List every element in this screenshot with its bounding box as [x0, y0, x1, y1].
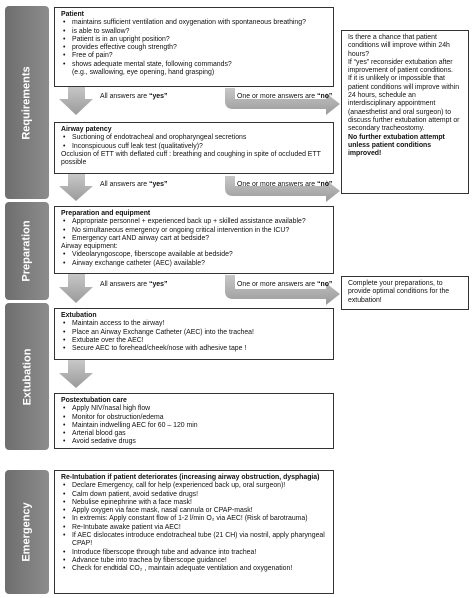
- extubation-item: • Place an Airway Exchange Catheter (AEC) into the trachea!: [61, 329, 328, 337]
- emergency-item: • Check for endtidal CO₂ , maintain adequate ventilation and oxygenation!: [61, 565, 328, 573]
- extubation-box: [54, 308, 334, 360]
- prep-item: • Videolaryngoscope, fiberscope available at bedside?: [61, 251, 328, 259]
- emergency-item: • Introduce fiberscope through tube and advance into trachea!: [61, 549, 328, 557]
- post-title: Postextubation care: [61, 397, 127, 404]
- emergency-item: • Declare Emergency, call for help (experienced back up, oral surgeon)!: [61, 482, 328, 490]
- patient-item: • Patient is in an upright position?: [61, 36, 328, 44]
- post-item: • Maintain indwelling AEC for 60 – 120 min: [61, 422, 328, 430]
- post-item: • Arterial blood gas: [61, 430, 328, 438]
- all-yes-prefix: All answers are: [100, 281, 150, 288]
- reconsider-line: If it is unlikely or impossible that patient conditions will improve within 24 hours, schedule an interdisciplinary appointment (anaesthetist and oral surgeon) to discuss further extubation attempt or secondary tracheostomy.: [348, 75, 460, 133]
- emergency-title: Re-Intubation if patient deteriorates (increasing airway obstruction, dysphagia): [61, 474, 320, 481]
- airway-note: Occlusion of ETT with deflated cuff : breathing and coughing in spite of occluded ETT possible: [61, 150, 321, 167]
- prep-title: Preparation and equipment: [61, 210, 151, 217]
- down-arrow-4: [59, 360, 93, 388]
- prep-item: • Appropriate personnel + experienced back up + skilled assistance available?: [61, 218, 328, 226]
- reconsider-warning: No further extubation attempt unless patient conditions improved!: [348, 133, 445, 158]
- some-no-prefix: One or more answers are: [237, 181, 318, 188]
- postextubation-box: [54, 393, 334, 449]
- all-yes-value: “yes”: [149, 281, 168, 288]
- sidebar-preparation-label: Preparation: [21, 220, 34, 282]
- some-no-value: “no”: [317, 93, 333, 100]
- all-yes-label-1: [100, 93, 167, 100]
- sidebar-extubation-label: Extubation: [21, 348, 33, 405]
- all-yes-prefix: All answers are: [100, 93, 150, 100]
- all-yes-label-2: [100, 181, 167, 188]
- reconsider-box: [341, 30, 469, 194]
- emergency-item: • Apply oxygen via face mask, nasal cannula or CPAP-mask!: [61, 507, 328, 515]
- some-no-label-2: [237, 181, 332, 188]
- all-yes-label-3: [100, 281, 167, 288]
- patient-box: [54, 7, 334, 87]
- post-item: • Monitor for obstruction/edema: [61, 414, 328, 422]
- emergency-box: [54, 470, 334, 594]
- down-arrow-3: [59, 273, 93, 303]
- emergency-item: • Re-Intubate awake patient via AEC!: [61, 524, 328, 532]
- extubation-item: • Extubate over the AEC!: [61, 337, 328, 345]
- emergency-item: • Calm down patient, avoid sedative drugs!: [61, 491, 328, 499]
- emergency-item: • Advance tube into trachea by fiberscope guidance!: [61, 557, 328, 565]
- prep-item: • Emergency cart AND airway cart at bedside?: [61, 235, 328, 243]
- some-no-label-3: [237, 281, 332, 288]
- some-no-prefix: One or more answers are: [237, 281, 318, 288]
- all-yes-value: “yes”: [149, 181, 168, 188]
- airway-item: • Inconspicuous cuff leak test (qualitatively)?: [61, 143, 328, 151]
- sidebar-emergency-label: Emergency: [21, 502, 33, 562]
- post-item: • Apply NIV/nasal high flow: [61, 405, 328, 413]
- right-arrow-3: [225, 275, 340, 305]
- some-no-value: “no”: [317, 281, 333, 288]
- preparation-box: [54, 206, 334, 274]
- emergency-item: • Nebulise epinephrine with a face mask!: [61, 499, 328, 507]
- extubation-item: • Secure AEC to forehead/cheek/nose with adhesive tape !: [61, 345, 328, 353]
- patient-title: Patient: [61, 11, 84, 18]
- patient-item: • provides effective cough strength?: [61, 44, 328, 52]
- patient-item: • is able to swallow?: [61, 28, 328, 36]
- complete-preparations-text: Complete your preparations, to provide optimal conditions for the extubation!: [348, 280, 450, 304]
- post-item: • Avoid sedative drugs: [61, 438, 328, 446]
- sidebar-requirements-label: Requirements: [21, 65, 34, 140]
- extubation-item: • Maintain access to the airway!: [61, 320, 328, 328]
- reconsider-line: Is there a chance that patient conditions will improve within 24h hours?: [348, 34, 450, 58]
- some-no-label-1: [237, 93, 332, 100]
- all-yes-prefix: All answers are: [100, 181, 150, 188]
- airway-title: Airway patency: [61, 126, 112, 133]
- complete-preparations-box: [341, 276, 469, 310]
- some-no-value: “no”: [317, 181, 333, 188]
- patient-item: • maintains sufficient ventilation and oxygenation with spontaneous breathing?: [61, 19, 328, 27]
- down-arrow-2: [59, 174, 93, 201]
- right-arrow-2: [225, 176, 340, 202]
- all-yes-value: “yes”: [149, 93, 168, 100]
- extubation-title: Extubation: [61, 312, 97, 319]
- prep-subheading: Airway equipment:: [61, 243, 118, 251]
- emergency-item: • In extremis: Apply constant flow of 1-2 l/min O₂ via AEC! (Risk of barotrauma): [61, 515, 328, 523]
- airway-item: • Suctioning of endotracheal and oropharyngeal secretions: [61, 134, 328, 142]
- prep-item: • Airway exchange catheter (AEC) available?: [61, 260, 328, 268]
- down-arrow-1: [59, 86, 93, 115]
- reconsider-line: If “yes” reconsider extubation after improvement of patient conditions.: [348, 58, 453, 75]
- emergency-item: • If AEC dislocates introduce endotracheal tube (21 CH) via nostril, apply pharyngeal CPAP!: [61, 532, 328, 549]
- some-no-prefix: One or more answers are: [237, 93, 318, 100]
- airway-box: [54, 122, 334, 174]
- patient-note: (e.g., swallowing, eye opening, hand grasping): [72, 69, 215, 77]
- patient-item: • shows adequate mental state, following commands?: [61, 61, 328, 69]
- prep-item: • No simultaneous emergency or ongoing critical intervention in the ICU?: [61, 227, 328, 235]
- patient-item: • Free of pain?: [61, 52, 328, 60]
